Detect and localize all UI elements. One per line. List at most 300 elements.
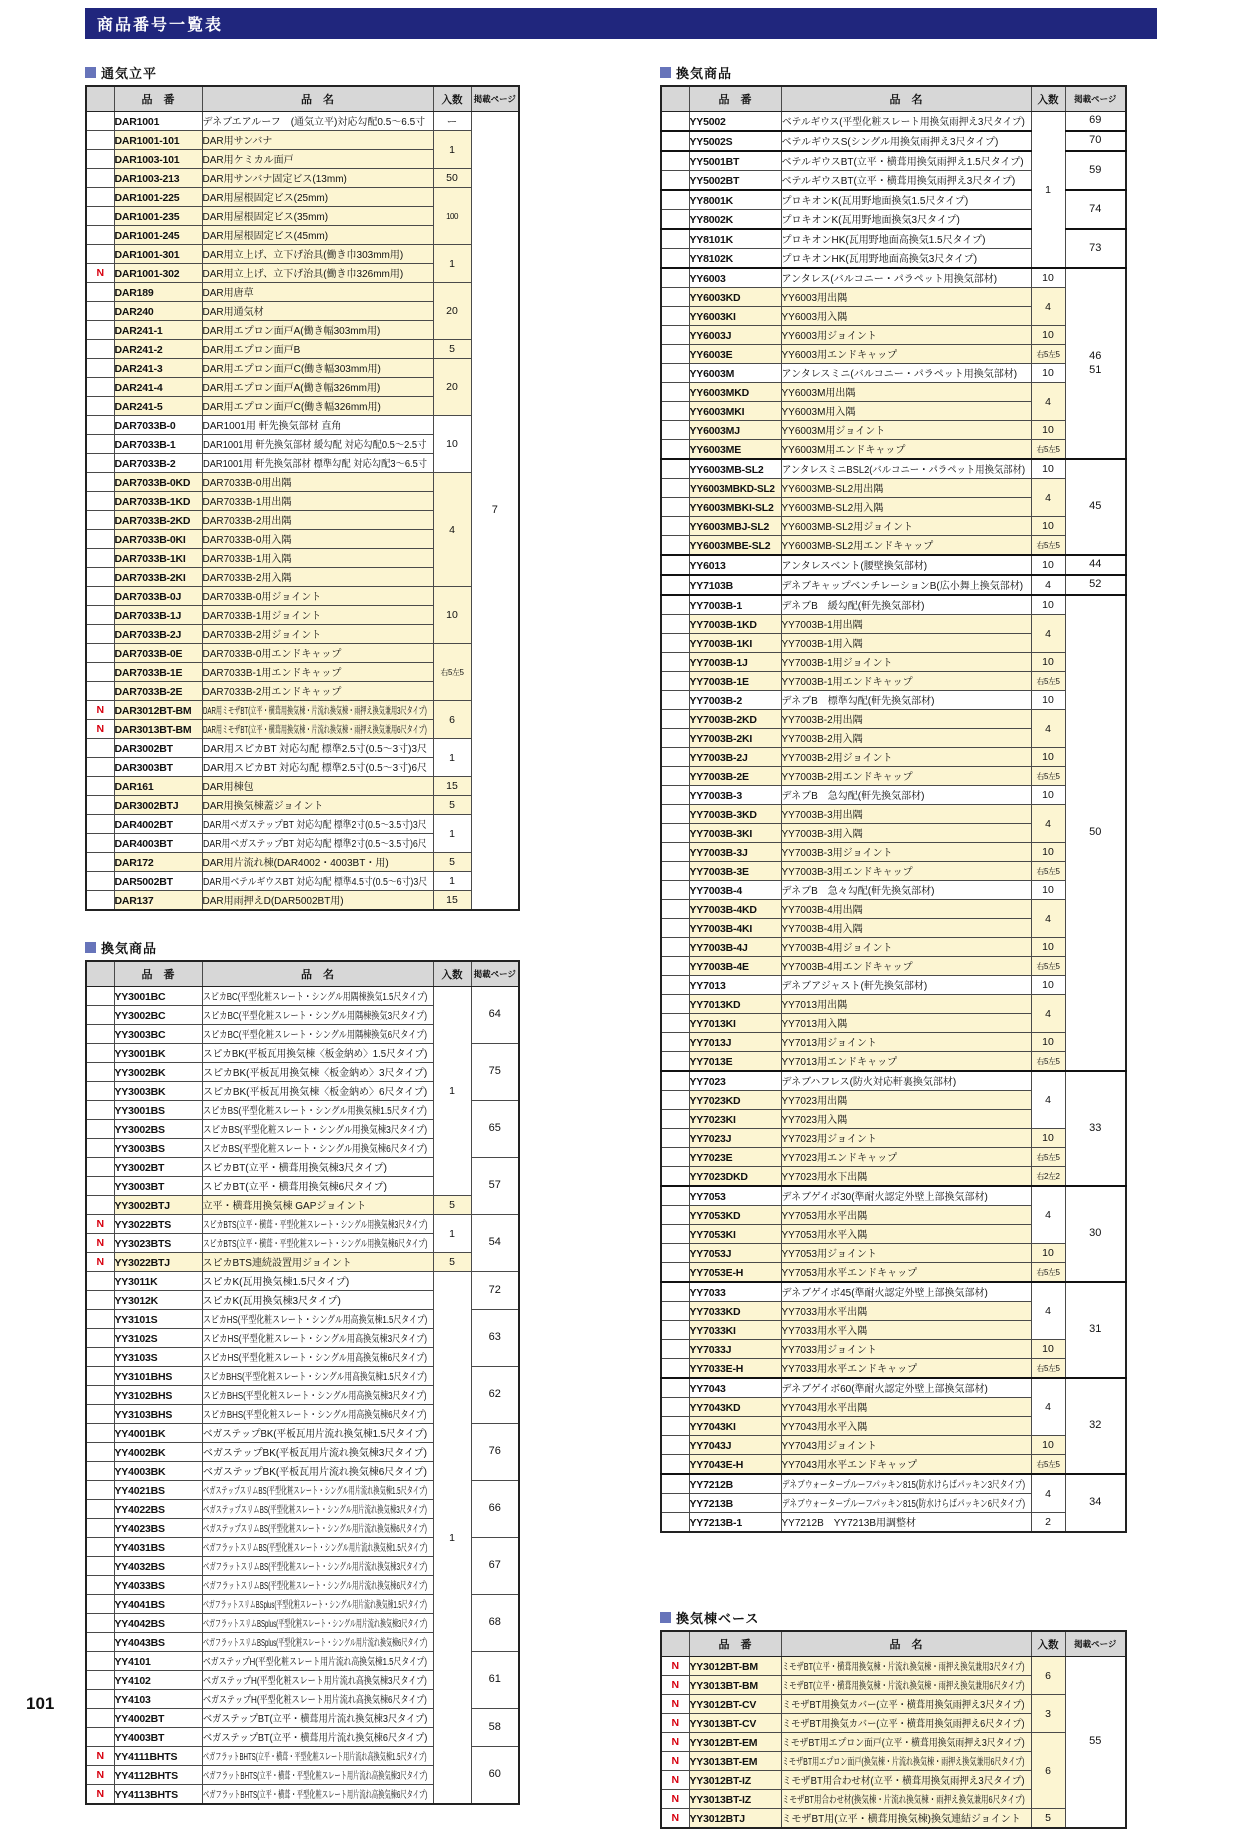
product-name-text: YY7053用水平出隅	[781, 1211, 868, 1222]
product-name-text: YY6003用出隅	[781, 293, 848, 304]
quantity-value: 10	[1031, 517, 1065, 536]
new-marker	[86, 1082, 114, 1101]
product-code	[689, 131, 781, 151]
product-code	[689, 575, 781, 595]
product-name-text: DAR用棟包	[202, 782, 254, 793]
new-marker	[86, 796, 114, 815]
quantity-value: 4	[1031, 288, 1065, 326]
product-name-text: プロキオンK(瓦用野地面換気3尺タイプ)	[781, 215, 960, 226]
new-marker	[86, 226, 114, 245]
product-name	[202, 1139, 433, 1158]
product-name	[781, 1809, 1031, 1829]
product-code-text: YY4002BK	[114, 1447, 166, 1459]
product-code	[114, 777, 202, 796]
product-code-text: YY3001BK	[114, 1048, 166, 1060]
product-name-text: YY7043用水平出隅	[781, 1403, 868, 1414]
new-marker: N	[661, 1771, 689, 1790]
product-name-text: DAR用サンバナ固定ビス(13mm)	[202, 174, 347, 185]
product-name	[202, 131, 433, 150]
product-code-text: YY4103	[114, 1694, 151, 1706]
product-name-text: DAR7033B-2用エンドキャップ	[202, 687, 342, 698]
table-row	[661, 938, 1126, 957]
product-name	[202, 1272, 433, 1291]
section-heading	[660, 62, 1126, 82]
product-name-text: ミモザBT用合わせ材(立平・横葺用換気雨押え3尺タイプ)	[781, 1776, 1025, 1787]
product-code	[114, 340, 202, 359]
quantity-value: 6	[1031, 1657, 1065, 1695]
product-name	[202, 397, 433, 416]
product-name	[202, 777, 433, 796]
new-marker	[86, 834, 114, 853]
new-marker	[661, 1186, 689, 1206]
product-name-text: YY6003用入隅	[781, 312, 848, 323]
product-name-text: ミモザBT用エプロン面戸(立平・横葺用換気雨押え3尺タイプ)	[781, 1738, 1025, 1749]
product-name	[781, 555, 1031, 575]
page-ref-value: 67	[471, 1538, 519, 1595]
product-code-text: YY7043E-H	[689, 1459, 744, 1471]
section-kanki-mune-base	[660, 1607, 1126, 1829]
product-name	[781, 479, 1031, 498]
quantity-value: 10	[1031, 938, 1065, 957]
quantity-value: 10	[1031, 653, 1065, 672]
product-name-text: スピカBTS(立平・横葺・平型化粧スレート・シングル用換気棟6尺タイプ)	[202, 1239, 427, 1250]
new-marker	[86, 1101, 114, 1120]
product-code-text: YY7013E	[689, 1056, 733, 1068]
product-name-text: DAR7033B-0用エンドキャップ	[202, 649, 342, 660]
product-code	[114, 872, 202, 891]
product-code	[689, 843, 781, 862]
product-name-text: ベガフラットスリムBSplus(平型化粧スレート・シングル用片流れ換気棟6尺タイプ)	[202, 1638, 427, 1649]
quantity-value: 4	[1031, 805, 1065, 843]
new-marker	[86, 1519, 114, 1538]
new-marker: N	[661, 1657, 689, 1676]
product-name-text: スピカBS(平型化粧スレート・シングル用換気棟6尺タイプ)	[202, 1144, 427, 1155]
new-marker	[661, 1071, 689, 1091]
new-marker	[661, 595, 689, 615]
new-marker: N	[661, 1733, 689, 1752]
product-code	[114, 1196, 202, 1215]
product-name	[202, 321, 433, 340]
product-name-text: ミモザBT(立平・横葺用換気棟・片流れ換気棟・雨押え換気兼用3尺タイプ)	[781, 1662, 1025, 1673]
page-ref-value: 45	[1065, 459, 1126, 555]
table-row	[86, 796, 519, 815]
product-name	[781, 1790, 1031, 1809]
product-code	[689, 710, 781, 729]
table-row	[661, 536, 1126, 556]
new-marker	[86, 1728, 114, 1747]
product-code-text: YY7013KD	[689, 999, 741, 1011]
product-code	[114, 625, 202, 644]
product-code-text: DAR3002BTJ	[114, 800, 179, 812]
product-code-text: YY7023	[689, 1076, 726, 1088]
product-code	[114, 1557, 202, 1576]
col-header-page: 掲載ページ	[1065, 86, 1126, 112]
product-code	[689, 1091, 781, 1110]
product-code	[689, 1657, 781, 1676]
new-marker	[661, 229, 689, 249]
product-code-text: YY3002BTJ	[114, 1200, 170, 1212]
product-code-text: YY3002BC	[114, 1010, 166, 1022]
product-name	[781, 634, 1031, 653]
new-marker	[661, 459, 689, 479]
product-code	[114, 1082, 202, 1101]
new-marker: N	[661, 1695, 689, 1714]
table-row	[86, 473, 519, 492]
quantity-value: 4	[1031, 615, 1065, 653]
new-marker	[661, 268, 689, 288]
quantity-value: 4	[1031, 1282, 1065, 1340]
table-row	[661, 268, 1126, 288]
quantity-value: 10	[1031, 421, 1065, 440]
product-code-text: YY7003B-1KD	[689, 619, 757, 631]
product-code	[114, 758, 202, 777]
quantity-value: 1	[433, 815, 471, 853]
product-code-text: YY6003KI	[689, 311, 736, 323]
col-header-code: 品 番	[114, 86, 202, 112]
product-code-text: DAR7033B-2KD	[114, 515, 191, 527]
product-name	[202, 1538, 433, 1557]
product-name-text: DAR用立上げ、立下げ治具(働き巾326mm用)	[202, 269, 404, 280]
product-code	[114, 1025, 202, 1044]
product-name-text: DAR用屋根固定ビス(25mm)	[202, 193, 329, 204]
table-row	[661, 112, 1126, 132]
product-code-text: DAR1001-235	[114, 211, 180, 223]
product-name	[202, 987, 433, 1006]
product-code-text: DAR7033B-1J	[114, 610, 182, 622]
right-column	[660, 62, 1126, 1829]
product-code-text: YY3003BS	[114, 1143, 165, 1155]
product-name	[202, 416, 433, 435]
product-code-text: YY4111BHTS	[114, 1751, 178, 1763]
product-name-text: ベガステップスリムBS(平型化粧スレート・シングル用片流れ換気棟1.5尺タイプ)	[202, 1486, 427, 1497]
product-code-text: YY5001BT	[689, 156, 740, 168]
table-row	[661, 1378, 1126, 1398]
new-marker	[661, 900, 689, 919]
new-marker	[86, 1025, 114, 1044]
product-name	[202, 587, 433, 606]
product-name	[781, 1110, 1031, 1129]
product-code	[114, 1633, 202, 1652]
product-code-text: DAR1001-245	[114, 230, 180, 242]
new-marker	[86, 169, 114, 188]
product-code	[114, 1671, 202, 1690]
new-marker	[86, 1291, 114, 1310]
new-marker	[86, 644, 114, 663]
product-name	[781, 190, 1031, 210]
product-code	[114, 283, 202, 302]
product-code-text: YY8101K	[689, 234, 734, 246]
product-code	[114, 815, 202, 834]
product-name	[202, 302, 433, 321]
product-name-text: ベガフラットスリムBS(平型化粧スレート・シングル用片流れ換気棟3尺タイプ)	[202, 1562, 427, 1573]
product-name	[781, 1714, 1031, 1733]
product-code	[114, 1747, 202, 1766]
product-name	[781, 729, 1031, 748]
product-code	[114, 1177, 202, 1196]
new-marker	[661, 919, 689, 938]
product-code-text: YY6003MBJ-SL2	[689, 521, 770, 533]
table-row	[86, 169, 519, 188]
product-code	[689, 326, 781, 345]
table-row	[661, 1244, 1126, 1263]
product-name-text: YY6003MB-SL2用出隅	[781, 484, 884, 495]
product-name	[202, 1576, 433, 1595]
table-row	[661, 345, 1126, 364]
page-ref-value: 72	[471, 1272, 519, 1310]
product-code	[114, 131, 202, 150]
product-code	[114, 226, 202, 245]
product-code-text: YY5002S	[689, 136, 733, 148]
table-row	[86, 777, 519, 796]
product-code-text: YY4042BS	[114, 1618, 165, 1630]
product-code-text: DAR7033B-1KI	[114, 553, 186, 565]
quantity-value: 1	[1031, 112, 1065, 269]
product-code-text: YY3101S	[114, 1314, 158, 1326]
new-marker	[86, 587, 114, 606]
table-row	[661, 1186, 1126, 1206]
product-code	[689, 595, 781, 615]
table-header-row	[86, 86, 519, 112]
product-name	[781, 615, 1031, 634]
product-code	[114, 1386, 202, 1405]
product-name-text: DAR用ケミカル面戸	[202, 155, 294, 166]
product-name	[202, 682, 433, 701]
new-marker	[86, 1443, 114, 1462]
product-code-text: YY3013BT-CV	[689, 1718, 757, 1730]
product-name	[202, 1025, 433, 1044]
page-ref-value: 76	[471, 1424, 519, 1481]
product-name	[202, 1690, 433, 1709]
quantity-value: 右5左5	[1031, 345, 1065, 364]
table-row	[86, 359, 519, 378]
table-row	[661, 995, 1126, 1014]
product-code-text: YY7003B-4E	[689, 961, 749, 973]
product-code	[114, 587, 202, 606]
quantity-value: 右5左5	[1031, 536, 1065, 556]
product-name-text: スピカBS(平型化粧スレート・シングル用換気棟3尺タイプ)	[202, 1125, 427, 1136]
product-name-text: YY7023用エンドキャップ	[781, 1153, 898, 1164]
table-row	[86, 987, 519, 1006]
new-marker	[661, 1033, 689, 1052]
product-code-text: YY3023BTS	[114, 1238, 172, 1250]
product-name-text: アンタレスミニ(バルコニー・パラペット用換気部材)	[781, 369, 1018, 380]
product-code	[689, 1513, 781, 1533]
new-marker	[86, 340, 114, 359]
product-name	[781, 1417, 1031, 1436]
new-col-header	[86, 961, 114, 987]
left-column	[85, 62, 519, 1805]
new-col-header	[661, 1631, 689, 1657]
product-name-text: ベガフラットスリムBSplus(平型化粧スレート・シングル用片流れ換気棟3尺タイプ)	[202, 1619, 427, 1630]
product-name-text: デネブB 急勾配(軒先換気部材)	[781, 791, 925, 802]
quantity-value: 右5左5	[1031, 672, 1065, 691]
new-marker	[661, 131, 689, 151]
product-code-text: YY7023DKD	[689, 1171, 748, 1183]
product-code	[689, 1474, 781, 1494]
product-name	[202, 1101, 433, 1120]
new-marker	[86, 397, 114, 416]
product-name	[202, 701, 433, 720]
product-code-text: DAR241-4	[114, 382, 163, 394]
product-name-text: DAR用屋根固定ビス(45mm)	[202, 231, 329, 242]
table-row	[661, 555, 1126, 575]
product-name-text: スピカK(瓦用換気棟3尺タイプ)	[202, 1296, 341, 1307]
product-code-text: YY3001BS	[114, 1105, 165, 1117]
product-code	[689, 364, 781, 383]
table-row	[86, 416, 519, 435]
new-marker	[86, 625, 114, 644]
product-name-text: YY7003B-4用ジョイント	[781, 943, 893, 954]
product-code-text: DAR4002BT	[114, 819, 173, 831]
quantity-value: 10	[1031, 1244, 1065, 1263]
section-tsuuki-tateihira	[85, 62, 519, 911]
product-code	[114, 321, 202, 340]
product-code-text: YY7033J	[689, 1344, 732, 1356]
product-code	[689, 729, 781, 748]
table-row	[86, 815, 519, 834]
new-marker	[661, 843, 689, 862]
product-code-text: DAR7033B-2KI	[114, 572, 186, 584]
quantity-value: 10	[433, 416, 471, 473]
product-code	[689, 938, 781, 957]
product-name	[781, 536, 1031, 556]
product-code-text: YY7023J	[689, 1133, 732, 1145]
product-code-text: DAR241-1	[114, 325, 163, 337]
col-header-name: 品 名	[202, 961, 433, 987]
product-name-text: YY7023用水下出隅	[781, 1172, 868, 1183]
product-name-text: ミモザBT用(立平・横葺用換気棟)換気連結ジョイント	[781, 1814, 1021, 1825]
new-marker	[661, 1378, 689, 1398]
product-code-text: YY3012BT-CV	[689, 1699, 757, 1711]
table-row	[661, 1052, 1126, 1072]
product-name-text: DAR用ベガステップBT 対応勾配 標準2寸(0.5～3.5寸)3尺	[202, 820, 427, 831]
new-marker: N	[86, 720, 114, 739]
product-name-text: スピカBK(平板瓦用換気棟〈板金納め〉1.5尺タイプ)	[202, 1049, 427, 1060]
product-name-text: スピカBTS(立平・横葺・平型化粧スレート・シングル用換気棟3尺タイプ)	[202, 1220, 427, 1231]
table-header-row	[661, 1631, 1126, 1657]
product-code-text: DAR241-5	[114, 401, 163, 413]
product-name-text: ミモザBT用エプロン面戸(換気棟・片流れ換気棟・雨押え換気兼用6尺タイプ)	[781, 1757, 1025, 1768]
product-code	[114, 264, 202, 283]
product-name	[202, 549, 433, 568]
product-name	[781, 1733, 1031, 1752]
product-name	[781, 112, 1031, 132]
product-code	[689, 1733, 781, 1752]
product-code-text: YY6003J	[689, 330, 732, 342]
col-header-name: 品 名	[781, 86, 1031, 112]
product-name	[781, 595, 1031, 615]
product-code	[689, 1167, 781, 1187]
product-name-text: スピカHS(平型化粧スレート・シングル用高換気棟1.5尺タイプ)	[202, 1315, 427, 1326]
product-code-text: YY4032BS	[114, 1561, 165, 1573]
product-code-text: YY7023KD	[689, 1095, 741, 1107]
table-row	[86, 853, 519, 872]
quantity-value: 5	[1031, 1809, 1065, 1829]
product-code-text: YY6003MJ	[689, 425, 740, 437]
product-name	[202, 853, 433, 872]
product-name	[781, 1321, 1031, 1340]
product-name-text: DAR用換気棟蓋ジョイント	[202, 801, 324, 812]
product-name	[202, 1253, 433, 1272]
new-marker	[661, 307, 689, 326]
product-name	[202, 1652, 433, 1671]
product-name-text: DAR用エプロン面戸B	[202, 345, 301, 356]
product-name	[781, 710, 1031, 729]
product-name	[781, 938, 1031, 957]
product-code-text: YY4113BHTS	[114, 1789, 178, 1801]
product-name-text: DAR用唐草	[202, 288, 254, 299]
product-name-text: YY7013用ジョイント	[781, 1038, 877, 1049]
quantity-value: 右5左5	[1031, 1359, 1065, 1379]
product-code-text: YY7043	[689, 1383, 726, 1395]
product-code-text: YY3022BTJ	[114, 1257, 170, 1269]
quantity-value: 右2左2	[1031, 1167, 1065, 1187]
col-header-qty: 入数	[1031, 1631, 1065, 1657]
new-marker: N	[86, 1215, 114, 1234]
product-name	[781, 1676, 1031, 1695]
product-code	[114, 112, 202, 131]
table-row	[661, 421, 1126, 440]
product-code-text: YY7013	[689, 980, 726, 992]
col-header-page: 掲載ページ	[471, 961, 519, 987]
product-name	[781, 459, 1031, 479]
product-name-text: YY7023用ジョイント	[781, 1134, 877, 1145]
product-code-text: YY7003B-3J	[689, 847, 748, 859]
section-title: 通気立平	[101, 65, 158, 81]
product-code-text: YY5002BT	[689, 175, 740, 187]
product-name-text: YY7053用水平エンドキャップ	[781, 1268, 918, 1279]
product-name	[781, 843, 1031, 862]
col-header-code: 品 番	[689, 1631, 781, 1657]
product-code	[114, 644, 202, 663]
product-code-text: YY7053E-H	[689, 1267, 744, 1279]
product-code-text: YY7053KI	[689, 1229, 736, 1241]
product-code	[689, 229, 781, 249]
new-marker	[86, 1158, 114, 1177]
product-name	[781, 517, 1031, 536]
product-name-text: スピカBHS(平型化粧スレート・シングル用高換気棟6尺タイプ)	[202, 1410, 427, 1421]
new-marker	[661, 710, 689, 729]
new-marker	[661, 1206, 689, 1225]
product-name	[781, 1282, 1031, 1302]
col-header-qty: 入数	[433, 961, 471, 987]
product-code	[114, 739, 202, 758]
product-code-text: DAR3013BT-BM	[114, 724, 192, 736]
product-code-text: YY7003B-3E	[689, 866, 749, 878]
product-name-text: DAR用雨押えD(DAR5002BT用)	[202, 896, 344, 907]
new-marker	[86, 1044, 114, 1063]
product-name-text: ベテルギウスBT(立平・横葺用換気雨押え1.5尺タイプ)	[781, 157, 1024, 168]
quantity-value: 10	[1031, 786, 1065, 805]
product-code	[114, 1538, 202, 1557]
new-marker	[661, 517, 689, 536]
product-code	[114, 207, 202, 226]
product-name-text: ベガステップBT(立平・横葺用片流れ換気棟6尺タイプ)	[202, 1733, 427, 1744]
product-code-text: YY6003MB-SL2	[689, 464, 764, 476]
product-code-text: YY3013BT-IZ	[689, 1794, 751, 1806]
product-code	[689, 805, 781, 824]
product-code	[689, 1494, 781, 1513]
product-name-text: スピカBT(立平・横葺用換気棟3尺タイプ)	[202, 1163, 387, 1174]
new-marker	[661, 402, 689, 421]
product-code-text: YY7003B-2J	[689, 752, 748, 764]
product-name	[781, 995, 1031, 1014]
product-code	[114, 549, 202, 568]
product-name-text: 立平・横葺用換気棟 GAPジョイント	[202, 1201, 367, 1212]
product-name	[781, 1148, 1031, 1167]
table-row	[661, 1474, 1126, 1494]
quantity-value: 5	[433, 796, 471, 815]
